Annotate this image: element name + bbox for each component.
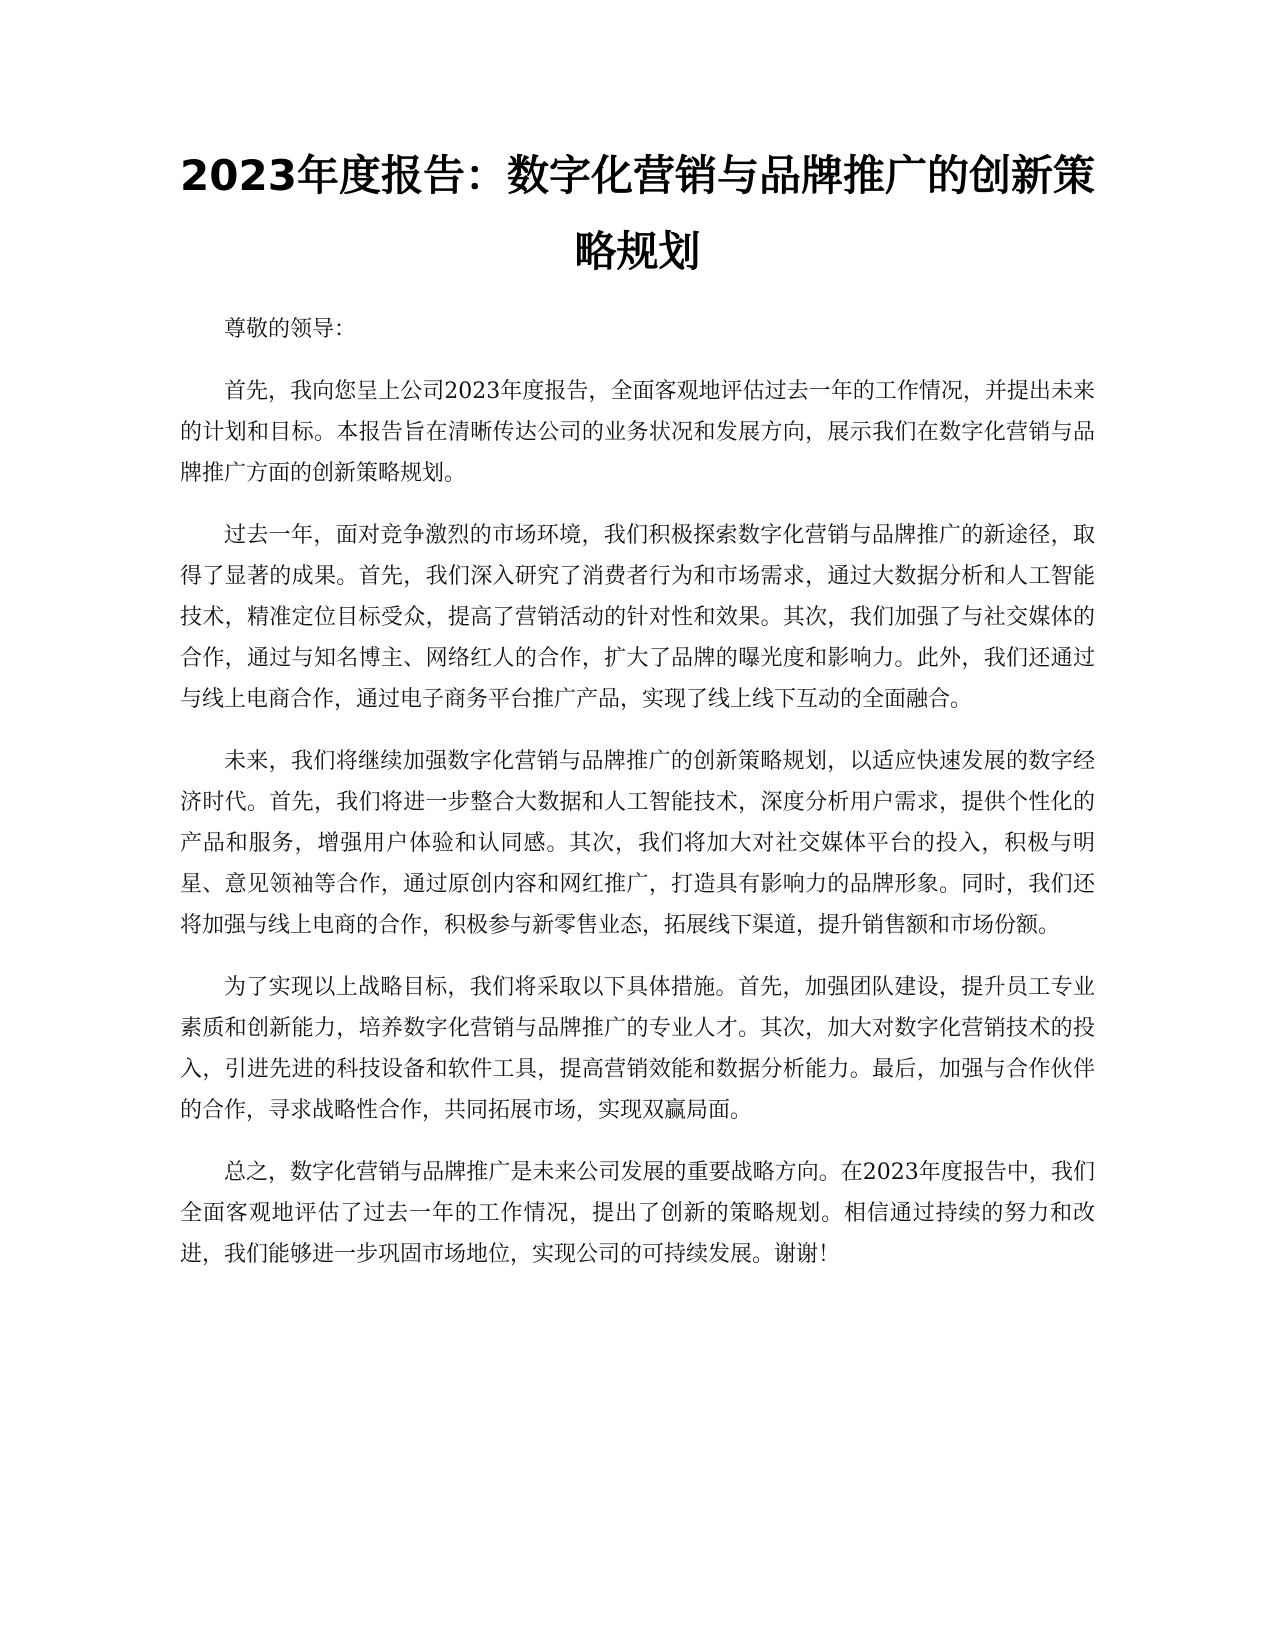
body-paragraph: 为了实现以上战略目标，我们将采取以下具体措施。首先，加强团队建设，提升员工专业素质和创新能力，培养数字化营销与品牌推广的专业人才。其次，加大对数字化营销技术的投入，引进先进的科技设备和软件工具，提高营销效能和数据分析能力。最后，加强与合作伙伴的合作，寻求战略性合作，共同拓展市场，实现双赢局面。 <box>180 975 1095 1123</box>
body-paragraph: 首先，我向您呈上公司2023年度报告，全面客观地评估过去一年的工作情况，并提出未来的计划和目标。本报告旨在清晰传达公司的业务状况和发展方向，展示我们在数字化营销与品牌推广方面的创新策略规划。 <box>180 379 1095 486</box>
body-paragraph: 过去一年，面对竞争激烈的市场环境，我们积极探索数字化营销与品牌推广的新途径，取得了显著的成果。首先，我们深入研究了消费者行为和市场需求，通过大数据分析和人工智能技术，精准定位目标受众，提高了营销活动的针对性和效果。其次，我们加强了与社交媒体的合作，通过与知名博主、网络红人的合作，扩大了品牌的曝光度和影响力。此外，我们还通过与线上电商合作，通过电子商务平台推广产品，实现了线上线下互动的全面融合。 <box>180 523 1095 712</box>
closing-paragraph: 总之，数字化营销与品牌推广是未来公司发展的重要战略方向。在2023年度报告中，我们全面客观地评估了过去一年的工作情况，提出了创新的策略规划。相信通过持续的努力和改进，我们能够进一步巩固市场地位，实现公司的可持续发展。谢谢！ <box>180 1160 1095 1267</box>
body-paragraph: 未来，我们将继续加强数字化营销与品牌推广的创新策略规划，以适应快速发展的数字经济时代。首先，我们将进一步整合大数据和人工智能技术，深度分析用户需求，提供个性化的产品和服务，增强用户体验和认同感。其次，我们将加大对社交媒体平台的投入，积极与明星、意见领袖等合作，通过原创内容和网红推广，打造具有影响力的品牌形象。同时，我们还将加强与线上电商的合作，积极参与新零售业态，拓展线下渠道，提升销售额和市场份额。 <box>180 749 1095 938</box>
salutation-paragraph: 尊敬的领导： <box>224 317 357 342</box>
document-body <box>180 309 1095 1296</box>
document-title: 2023年度报告：数字化营销与品牌推广的创新策略规划 <box>180 151 1095 276</box>
